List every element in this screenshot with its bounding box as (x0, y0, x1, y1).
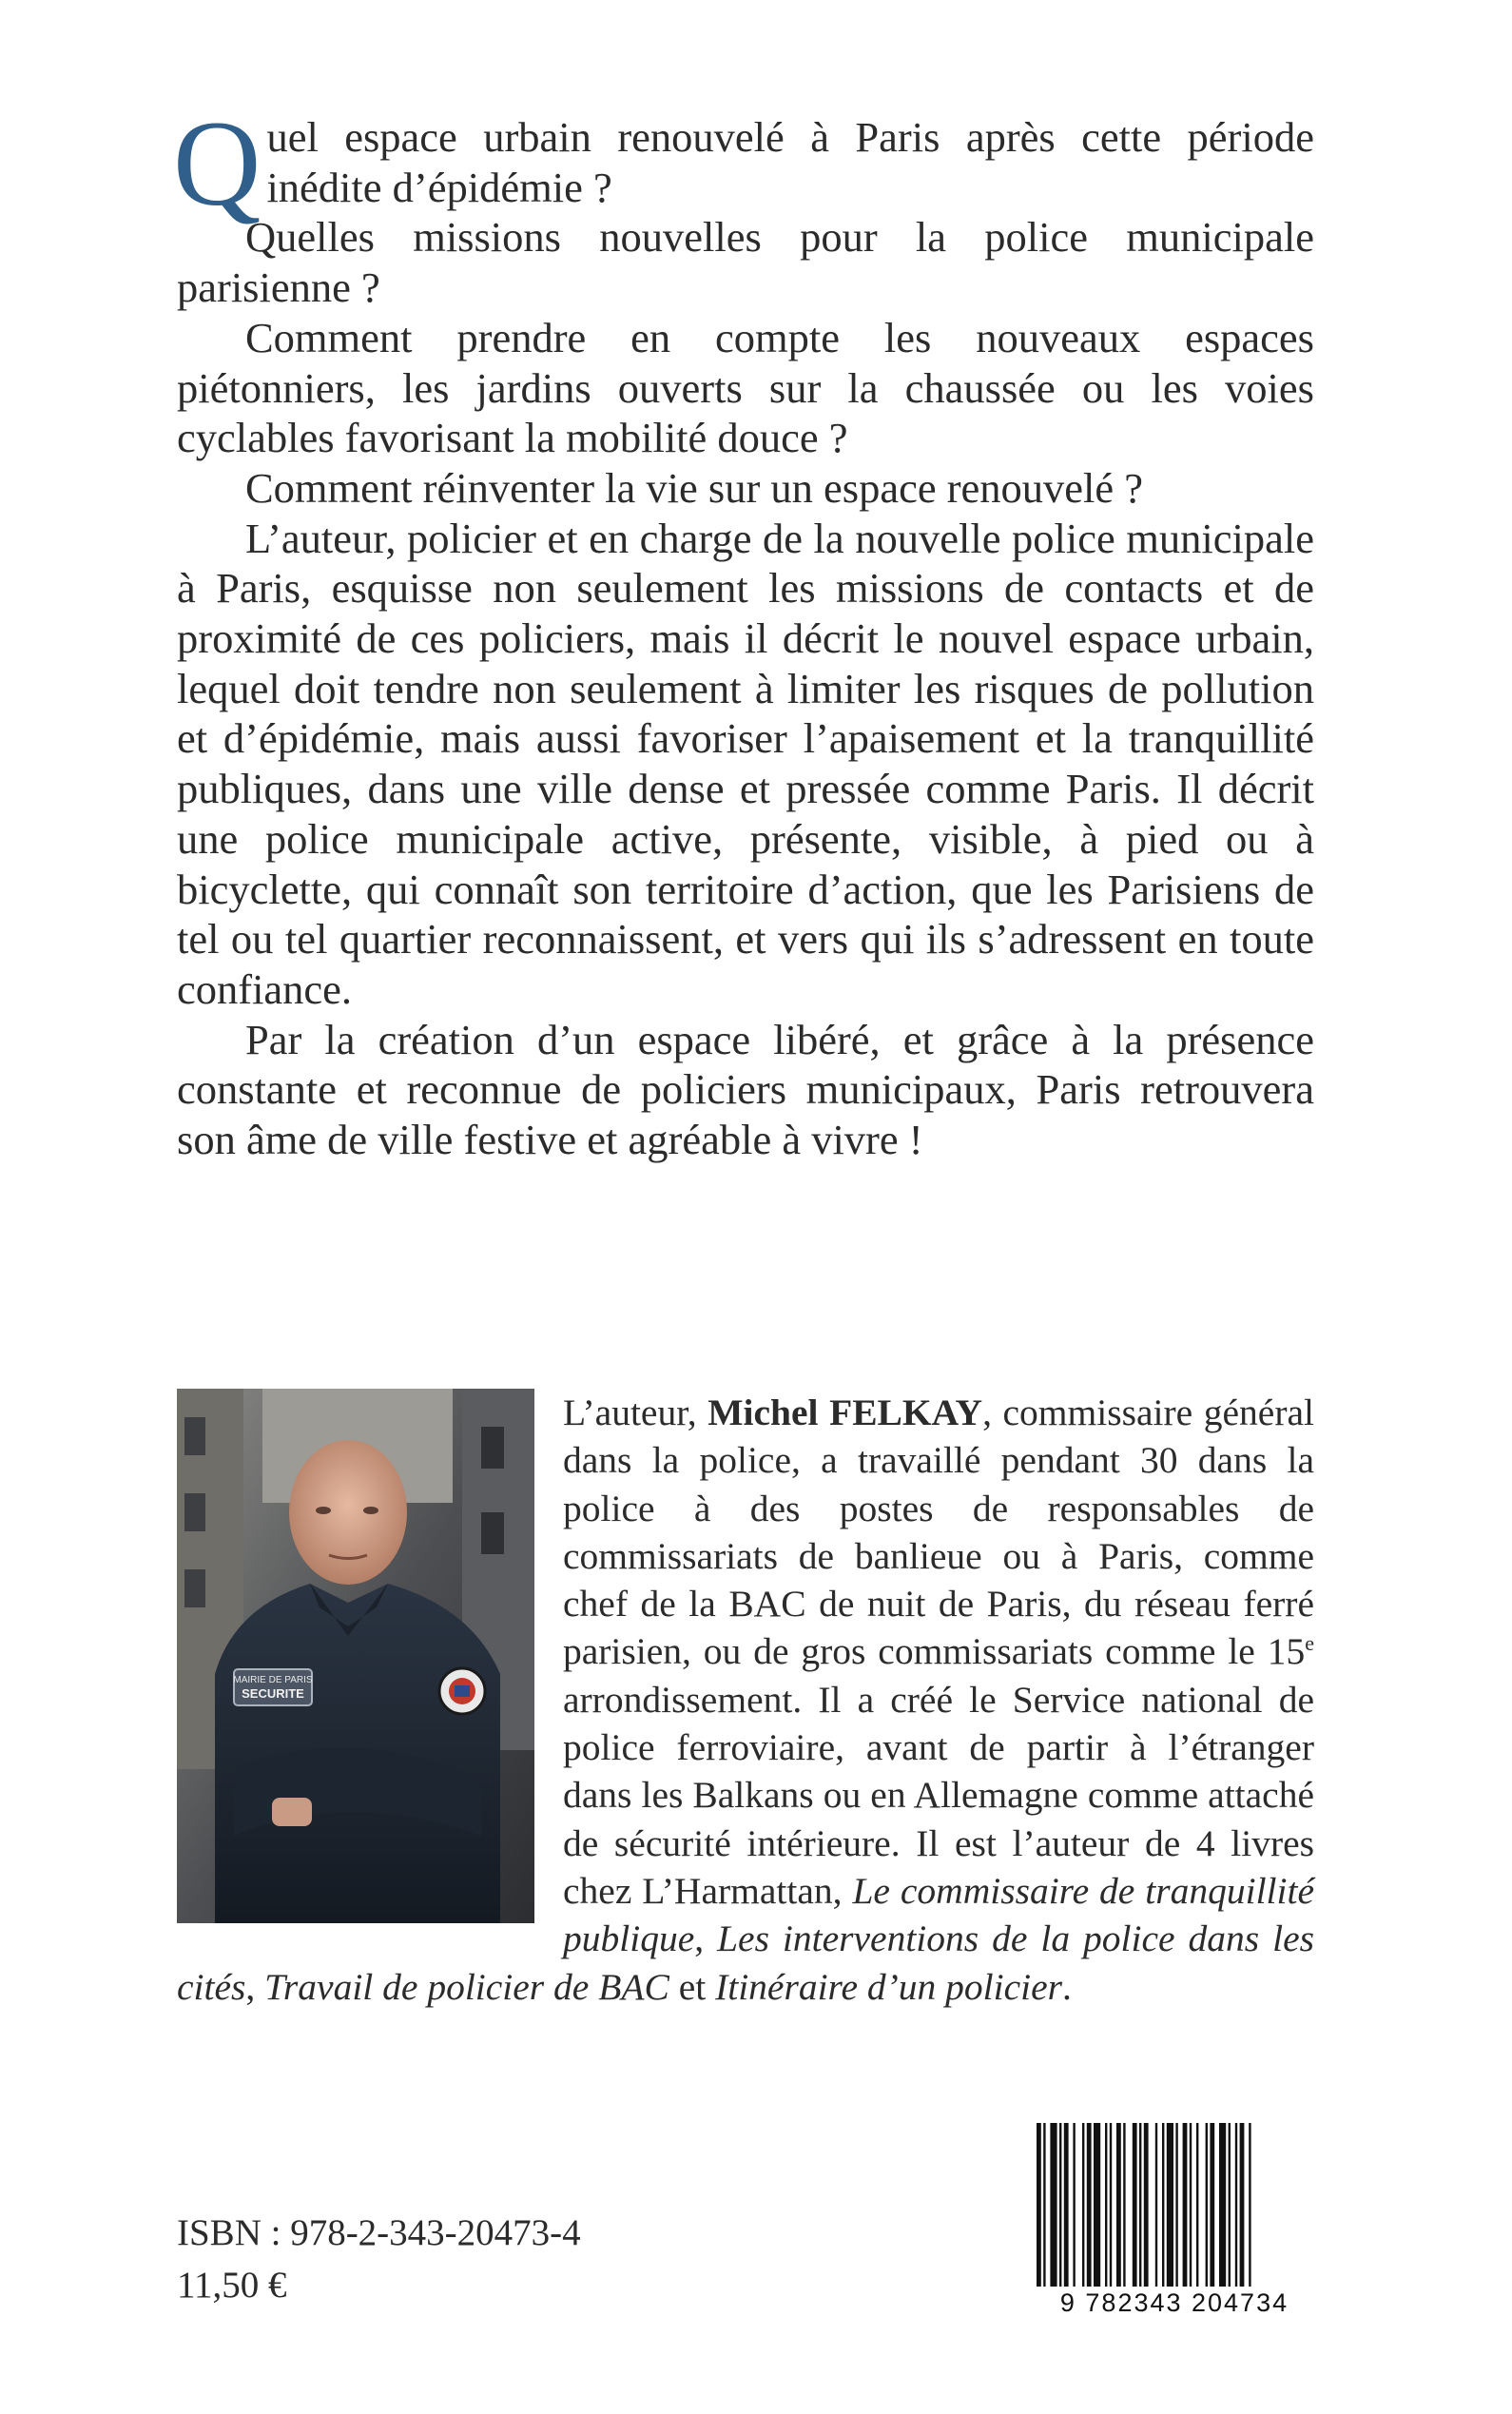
book-title-1: Le commissaire de tranquillité publique (563, 1869, 1315, 1960)
patch-text-1: MAIRIE DE PARIS (233, 1675, 313, 1685)
blurb-paragraph-4: Comment réinventer la vie sur un espace renouvelé ? (245, 463, 1144, 512)
author-section (177, 1389, 1314, 2011)
barcode-bar (1210, 2123, 1214, 2287)
barcode-bar (1050, 2123, 1056, 2287)
author-portrait (177, 1389, 534, 1923)
blurb-paragraph-3: Comment prendre en compte les nouveaux espaces piétonniers, les jardins ouverts sur la chaussée ou les voies cyclables favorisant la mobilité douce ? (177, 313, 1314, 462)
barcode-bar (1133, 2123, 1137, 2287)
drop-cap: Q (173, 96, 262, 231)
barcode-bar (1064, 2123, 1069, 2287)
author-intro: L’auteur, (563, 1392, 708, 1433)
barcode-bar (1144, 2123, 1149, 2287)
book-title-2: Les interventions de la police dans les cités (177, 1918, 1314, 2008)
barcode-bar (1162, 2123, 1164, 2287)
blurb-paragraph-2: Quelles missions nouvelles pour la police municipale parisienne ? (177, 213, 1314, 312)
portrait-illustration (177, 1389, 534, 1923)
barcode-bar (1183, 2123, 1188, 2287)
book-separator-2: , (245, 1965, 265, 2008)
barcode-bar (1196, 2123, 1198, 2287)
barcode-bar (1082, 2123, 1084, 2287)
blurb-paragraph-1 (173, 96, 1314, 231)
book-title-3: Travail de policier de BAC (264, 1965, 669, 2008)
barcode-bar (1249, 2123, 1250, 2287)
price: 11,50 € (177, 2265, 287, 2306)
book-title-4: Itinéraire d’un policier (715, 1965, 1063, 2008)
barcode-bar (1219, 2123, 1226, 2287)
barcode-bar (1087, 2123, 1092, 2287)
patch-text-2: SECURITE (242, 1686, 304, 1701)
isbn: ISBN : 978-2-343-20473-4 (177, 2212, 581, 2253)
author-bio-part-2: arrondissement. Il a créé le Service national de police ferroviaire, avant de partir à l’étranger dans les Balkans ou en Allemagne comme attaché de sécurité intérieure. Il est l’auteur de 4 livres chez L’Harmattan, (563, 1678, 1314, 1912)
blurb-paragraph-5: L’auteur, policier et en charge de la nouvelle police municipale à Paris, esquisse non seulement les missions de contacts et de proximité de ces policiers, mais il décrit le nouvel espace urbain, lequel doit tendre non seulement à limiter les risques de pollution et d’épidémie, mais aussi favoriser l’apaisement et la tranquillité publiques, dans une ville dense et pressée comme Paris. Il décrit une police municipale active, présente, visible, à pied ou à bicyclette, qui connaît son territoire d’action, que les Parisiens de tel ou tel quartier reconnaissent, et vers qui ils s’adressent en toute confiance. (177, 514, 1314, 1013)
barcode-bars (1035, 2123, 1314, 2287)
barcode-bar (1229, 2123, 1231, 2287)
book-separator-1: , (694, 1918, 718, 1960)
barcode (1035, 2123, 1314, 2319)
barcode-bar (1175, 2123, 1177, 2287)
barcode-bar (1167, 2123, 1173, 2287)
barcode-bar (1155, 2123, 1157, 2287)
blurb-paragraph-1-text: uel espace urbain renouvelé à Paris après cette période inédite d’épidémie ? (266, 113, 1314, 211)
barcode-bar (1110, 2123, 1112, 2287)
barcode-bar (1037, 2123, 1041, 2287)
barcode-bar (1190, 2123, 1192, 2287)
author-bio-part-1: , commissaire général dans la police, a travaillé pendant 30 dans la police à des postes de responsables de commissariats de banlieue ou à Paris, comme chef de la BAC de nuit de Paris, du réseau ferré parisien, ou de gros commissariats comme le 15 (563, 1392, 1314, 1673)
book-separator-3: et (669, 1965, 716, 2008)
ordinal-superscript: e (1305, 1631, 1314, 1656)
barcode-bar (1094, 2123, 1100, 2287)
barcode-bar (1139, 2123, 1141, 2287)
barcode-bar (1123, 2123, 1125, 2287)
blurb (173, 96, 1314, 1165)
author-name: Michel FELKAY (708, 1392, 983, 1433)
barcode-bar (1105, 2123, 1107, 2287)
barcode-bar (1240, 2123, 1245, 2287)
barcode-bar (1073, 2123, 1075, 2287)
barcode-bar (1059, 2123, 1061, 2287)
barcode-digits: 9 782343 204734 (1059, 2288, 1289, 2317)
author-bio-end: . (1062, 1965, 1072, 2008)
barcode-bar (1116, 2123, 1121, 2287)
barcode-bar (1235, 2123, 1237, 2287)
barcode-bar (1043, 2123, 1045, 2287)
barcode-bar (1206, 2123, 1208, 2287)
blurb-paragraph-6: Par la création d’un espace libéré, et grâce à la présence constante et reconnue de policiers municipaux, Paris retrouvera son âme de ville festive et agréable à vivre ! (177, 1015, 1314, 1164)
